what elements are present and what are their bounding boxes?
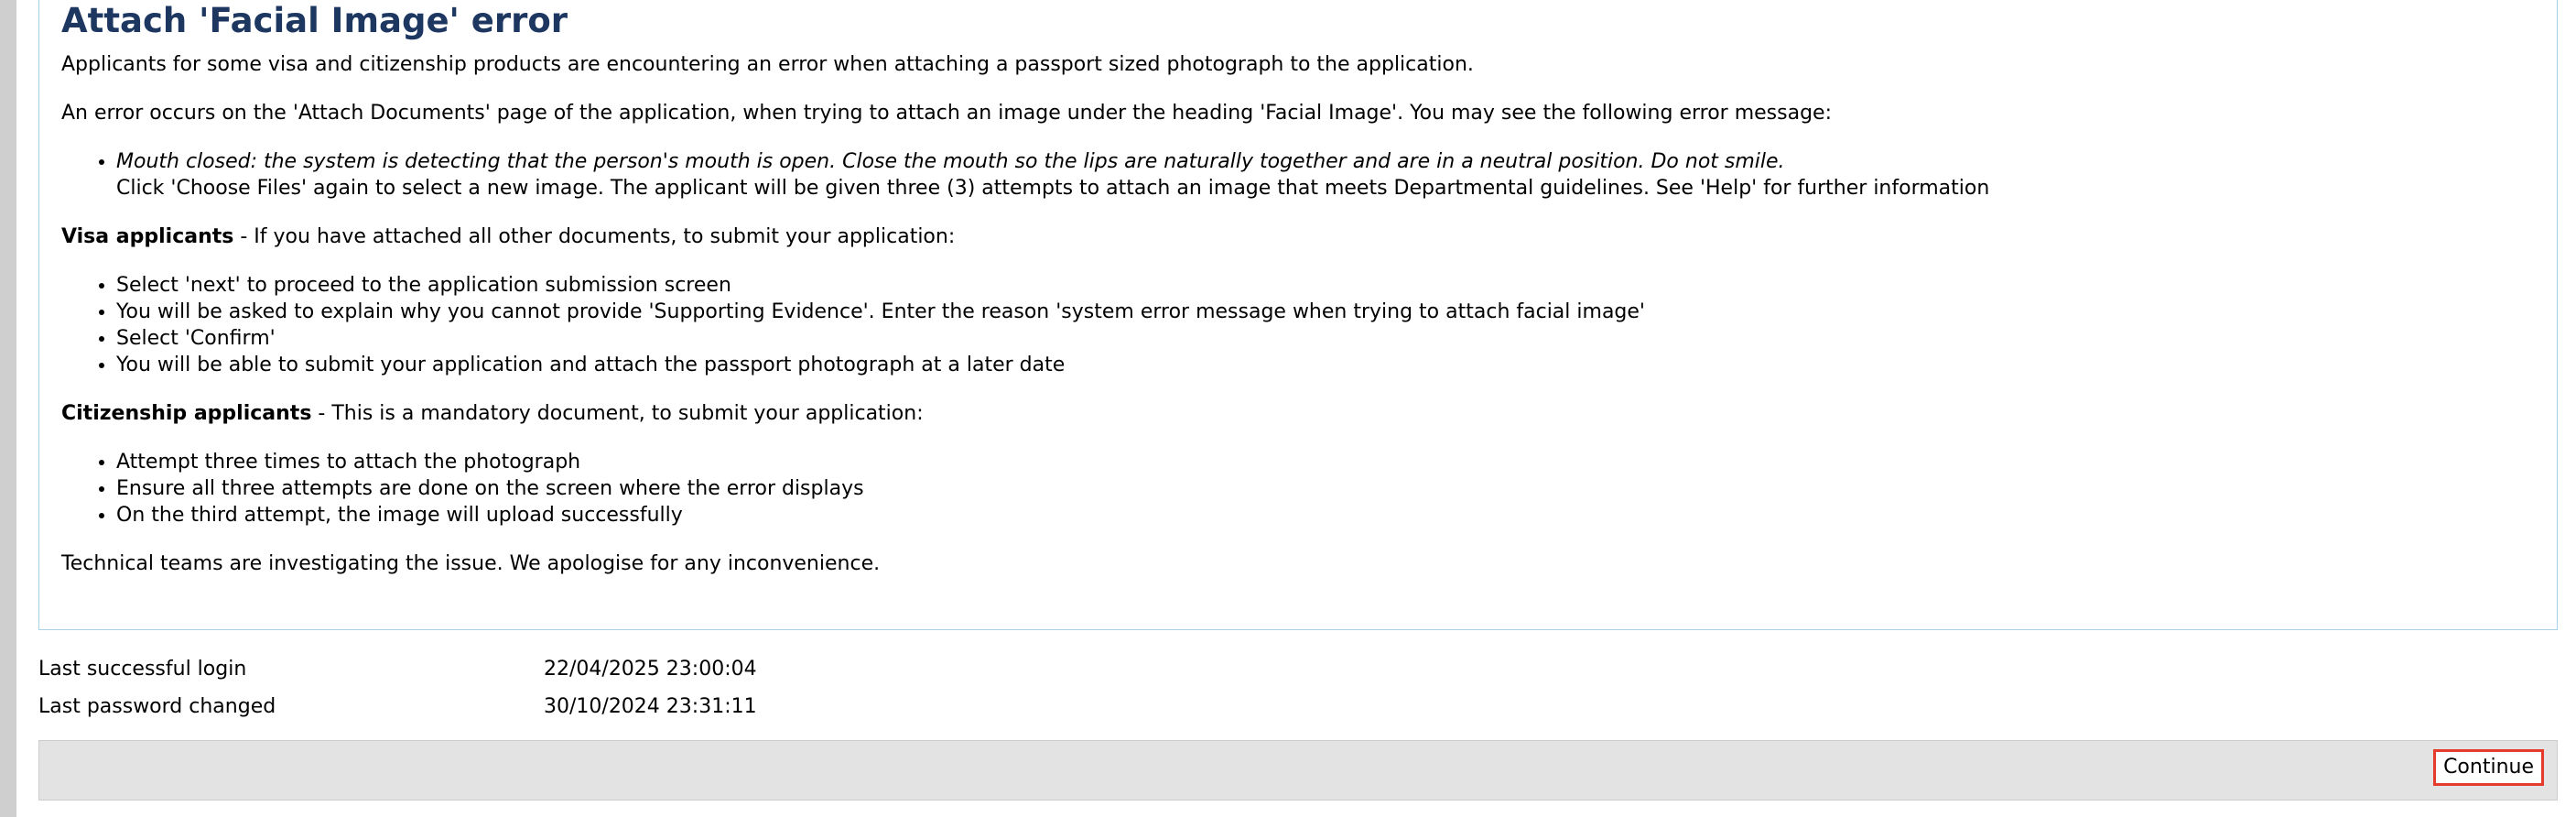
list-item: • Select 'next' to proceed to the application submission screen [116, 272, 2533, 299]
list-item: • On the third attempt, the image will upload successfully [116, 502, 2533, 528]
account-info [38, 650, 757, 725]
list-item: • Ensure all three attempts are done on the screen where the error displays [116, 475, 2533, 502]
continue-button[interactable]: Continue [2433, 749, 2544, 786]
last-password-row [38, 688, 757, 725]
visa-paragraph [61, 223, 2533, 250]
notice-panel [38, 0, 2558, 630]
last-password-label: Last password changed [38, 695, 276, 718]
left-scroll-gutter [0, 0, 16, 817]
notice-closing: Technical teams are investigating the issue. We apologise for any inconvenience. [61, 552, 881, 575]
citizenship-paragraph [61, 400, 2533, 427]
last-login-label: Last successful login [38, 658, 247, 681]
citizenship-steps-list [61, 449, 2533, 528]
last-login-row [38, 650, 757, 688]
last-password-value: 30/10/2024 23:31:11 [544, 695, 757, 718]
list-item: • You will be able to submit your application and attach the passport photograph at a later date [116, 352, 2533, 378]
list-item: • You will be asked to explain why you cannot provide 'Supporting Evidence'. Enter the reason 'system error message when trying to attach facial image' [116, 299, 2533, 325]
list-item: • Select 'Confirm' [116, 325, 2533, 352]
last-login-value: 22/04/2025 23:00:04 [544, 658, 757, 681]
notice-content [61, 51, 2533, 599]
footer-bar [38, 740, 2558, 801]
visa-heading: Visa applicants [61, 225, 234, 248]
notice-title: Attach 'Facial Image' error [61, 1, 568, 40]
error-message-list [61, 148, 2533, 202]
error-followup-text: Click 'Choose Files' again to select a new image. The applicant will be given three (3) attempts to attach an image that meets Departmental guidelines. See 'Help' for further information [116, 177, 1990, 200]
list-item: • Attempt three times to attach the photograph [116, 449, 2533, 475]
error-message-text: Mouth closed: the system is detecting that the person's mouth is open. Close the mouth so the lips are naturally together and are in a neutral position. Do not smile. [116, 150, 1785, 173]
citizenship-intro: - This is a mandatory document, to submit your application: [311, 402, 924, 425]
visa-steps-list [61, 272, 2533, 378]
notice-intro: Applicants for some visa and citizenship products are encountering an error when attaching a passport sized photograph to the application. [61, 53, 1474, 76]
list-item [116, 148, 2533, 202]
notice-occurs: An error occurs on the 'Attach Documents' page of the application, when trying to attach an image under the heading 'Facial Image'. You may see the following error message: [61, 102, 1832, 125]
citizenship-heading: Citizenship applicants [61, 402, 312, 425]
visa-intro: - If you have attached all other documents, to submit your application: [233, 225, 956, 248]
